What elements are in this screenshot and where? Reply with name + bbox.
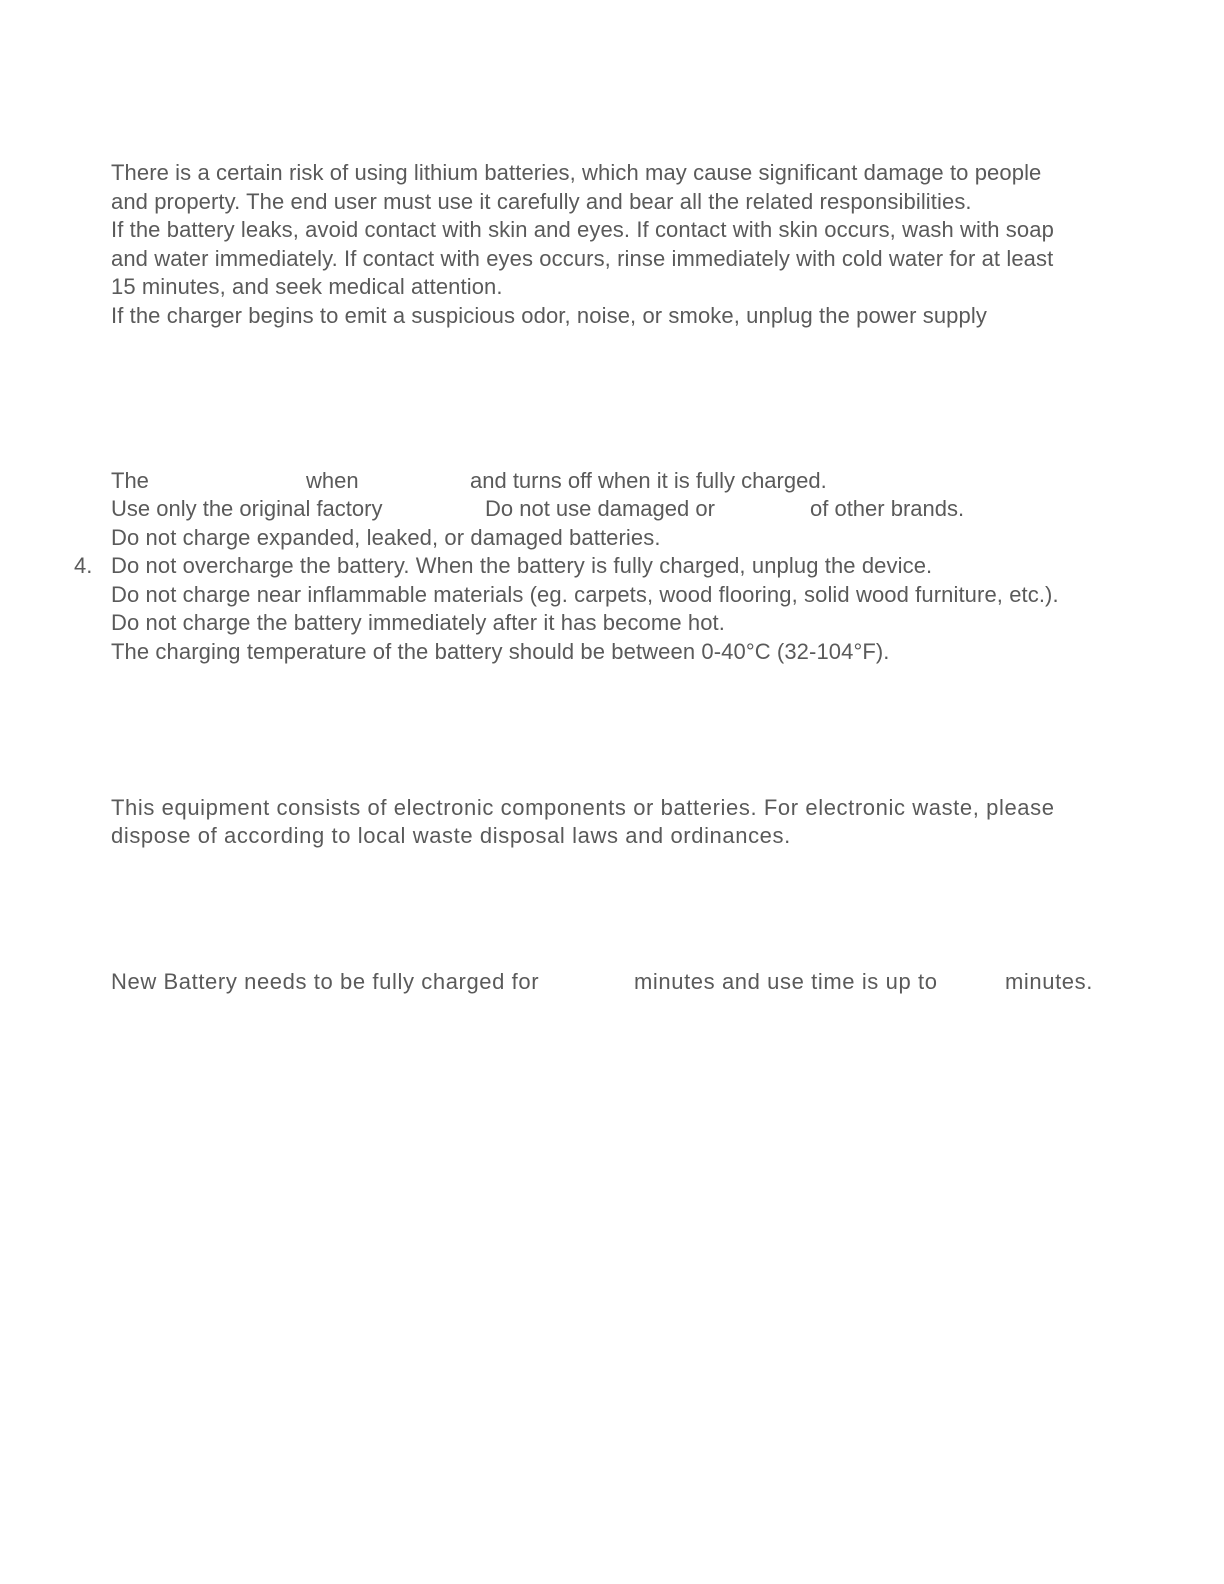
charging-line-7: The charging temperature of the battery should be between 0-40°C (32-104°F). bbox=[111, 639, 890, 664]
charging-line-2-part-3: of other brands. bbox=[810, 496, 965, 521]
battery-time-part-3: minutes. bbox=[1005, 969, 1093, 994]
charging-line-1-part-2: when bbox=[306, 468, 359, 493]
disposal-line-1: This equipment consists of electronic components or batteries. For electronic waste, please bbox=[111, 795, 1055, 820]
risk-line-4: and water immediately. If contact with eyes occurs, rinse immediately with cold water for at least bbox=[111, 246, 1054, 271]
charging-line-4: Do not overcharge the battery. When the battery is fully charged, unplug the device. bbox=[111, 553, 933, 578]
charging-line-1-part-1: The bbox=[111, 468, 149, 493]
charging-line-3: Do not charge expanded, leaked, or damaged batteries. bbox=[111, 525, 661, 550]
risk-line-6: If the charger begins to emit a suspicious odor, noise, or smoke, unplug the power supply bbox=[111, 303, 987, 328]
charging-line-2-part-1: Use only the original factory bbox=[111, 496, 383, 521]
disposal-line-2: dispose of according to local waste disposal laws and ordinances. bbox=[111, 823, 791, 848]
risk-line-3: If the battery leaks, avoid contact with skin and eyes. If contact with skin occurs, wash with soap bbox=[111, 217, 1054, 242]
charging-line-2-part-2: Do not use damaged or bbox=[485, 496, 715, 521]
charging-line-6: Do not charge the battery immediately after it has become hot. bbox=[111, 610, 725, 635]
risk-line-1: There is a certain risk of using lithium batteries, which may cause significant damage to people bbox=[111, 160, 1042, 185]
charging-line-1-part-3: and turns off when it is fully charged. bbox=[470, 468, 827, 493]
battery-time-part-1: New Battery needs to be fully charged for bbox=[111, 969, 540, 994]
risk-line-2: and property. The end user must use it carefully and bear all the related responsibilities. bbox=[111, 189, 972, 214]
charging-line-5: Do not charge near inflammable materials (eg. carpets, wood flooring, solid wood furniture, etc.). bbox=[111, 582, 1059, 607]
battery-time-part-2: minutes and use time is up to bbox=[634, 969, 938, 994]
risk-line-5: 15 minutes, and seek medical attention. bbox=[111, 274, 503, 299]
list-number-4: 4. bbox=[74, 553, 93, 578]
